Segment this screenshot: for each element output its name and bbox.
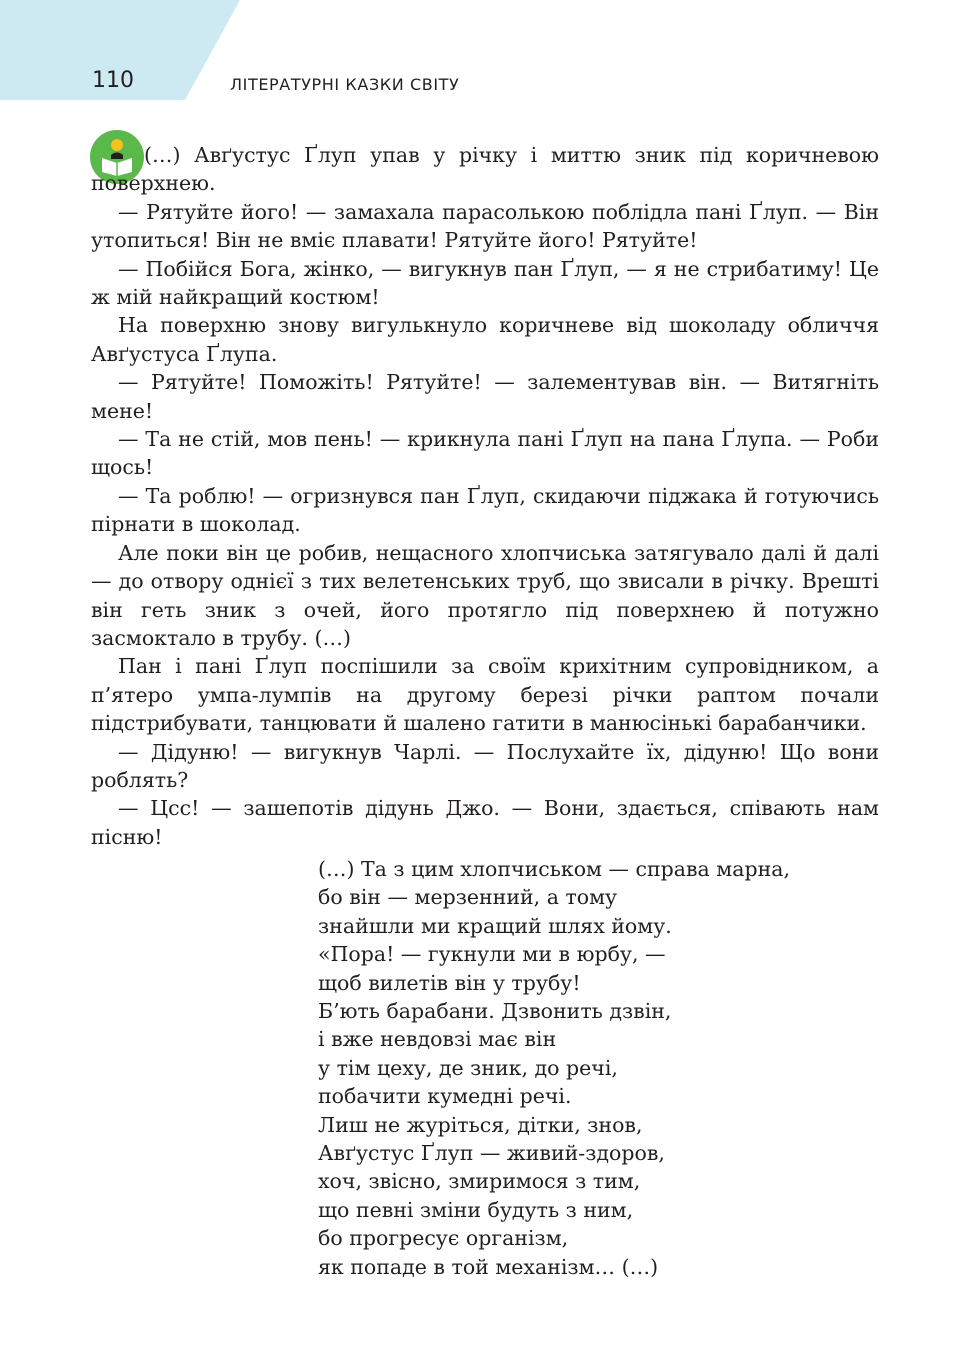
prose-text	[91, 141, 879, 851]
paragraph: На поверхню знову вигулькнуло коричневе від шоколаду обличчя Авґустуса Ґлупа.	[91, 313, 879, 366]
verse-line: побачити кумедні речі.	[318, 1084, 572, 1109]
paragraph: — Рятуйте його! — замахала парасолькою поблідла пані Ґлуп. — Він утопиться! Він не вміє плавати! Рятуйте його! Рятуйте!	[91, 199, 879, 253]
paragraph: — Цсс! — зашепотів дідунь Джо. — Вони, здається, співають нам пісню!	[91, 796, 879, 849]
paragraph: — Дідуню! — вигукнув Чарлі. — Послухайте їх, дідуню! Що вони роблять?	[91, 739, 879, 792]
verse-line: бо він — мерзенний, а тому	[318, 885, 618, 910]
paragraph: — Та роблю! — огризнувся пан Ґлуп, скидаючи піджака й готуючись пірнати в шоколад.	[91, 483, 879, 537]
verse-line: Авґустус Ґлуп — живий-здоров,	[318, 1141, 665, 1166]
paragraph: — Рятуйте! Поможіть! Рятуйте! — залементував він. — Витягніть мене!	[91, 370, 879, 423]
verse-line: бо прогресує організм,	[318, 1226, 569, 1251]
paragraph: Пан і пані Ґлуп поспішили за своїм крихітним супровідником, а п’ятеро умпа-лумпів на другому березі річки раптом почали підстрибувати, танцювати й шалено гатити в манюсінькі барабанчики.	[91, 654, 879, 736]
verse-line: хоч, звісно, змиримося з тим,	[318, 1169, 641, 1194]
verse-line: «Пора! — гукнули ми в юрбу, —	[318, 942, 666, 967]
running-head: ЛІТЕРАТУРНІ КАЗКИ СВІТУ	[230, 75, 460, 94]
verse-line: щоб вилетів він у трубу!	[318, 970, 581, 995]
paragraph: Але поки він це робив, нещасного хлопчиська затягувало далі й далі — до отвору однієї з тих велетенських труб, що звисали в річку. Врешті він геть зник з очей, його протягло під поверхнею й потужно засмоктало в трубу. (…)	[91, 540, 879, 650]
paragraph: — Та не стій, мов пень! — крикнула пані Ґлуп на пана Ґлупа. — Роби щось!	[91, 427, 879, 480]
verse-line: як попаде в той механізм… (…)	[318, 1254, 659, 1279]
verse-line: (…) Та з цим хлопчиськом — справа марна,	[318, 857, 790, 881]
verse-line: Лиш не журіться, дітки, знов,	[318, 1112, 643, 1137]
verse-line: що певні зміни будуть з ним,	[318, 1197, 634, 1222]
page-number: 110	[92, 68, 134, 93]
verse-line: у тім цеху, де зник, до речі,	[318, 1055, 618, 1080]
verse-line: знайшли ми кращий шлях йому.	[318, 913, 672, 938]
verse-line: Б’ють барабани. Дзвонить дзвін,	[318, 999, 672, 1024]
paragraph: — Побійся Бога, жінко, — вигукнув пан Ґлуп, — я не стрибатиму! Це ж мій найкращий костюм!	[91, 256, 879, 310]
paragraph: (…) Авґустус Ґлуп упав у річку і миттю зник під коричневою поверхнею.	[91, 143, 879, 196]
verse-line: і вже невдовзі має він	[318, 1027, 557, 1052]
song-verse	[318, 855, 878, 1281]
